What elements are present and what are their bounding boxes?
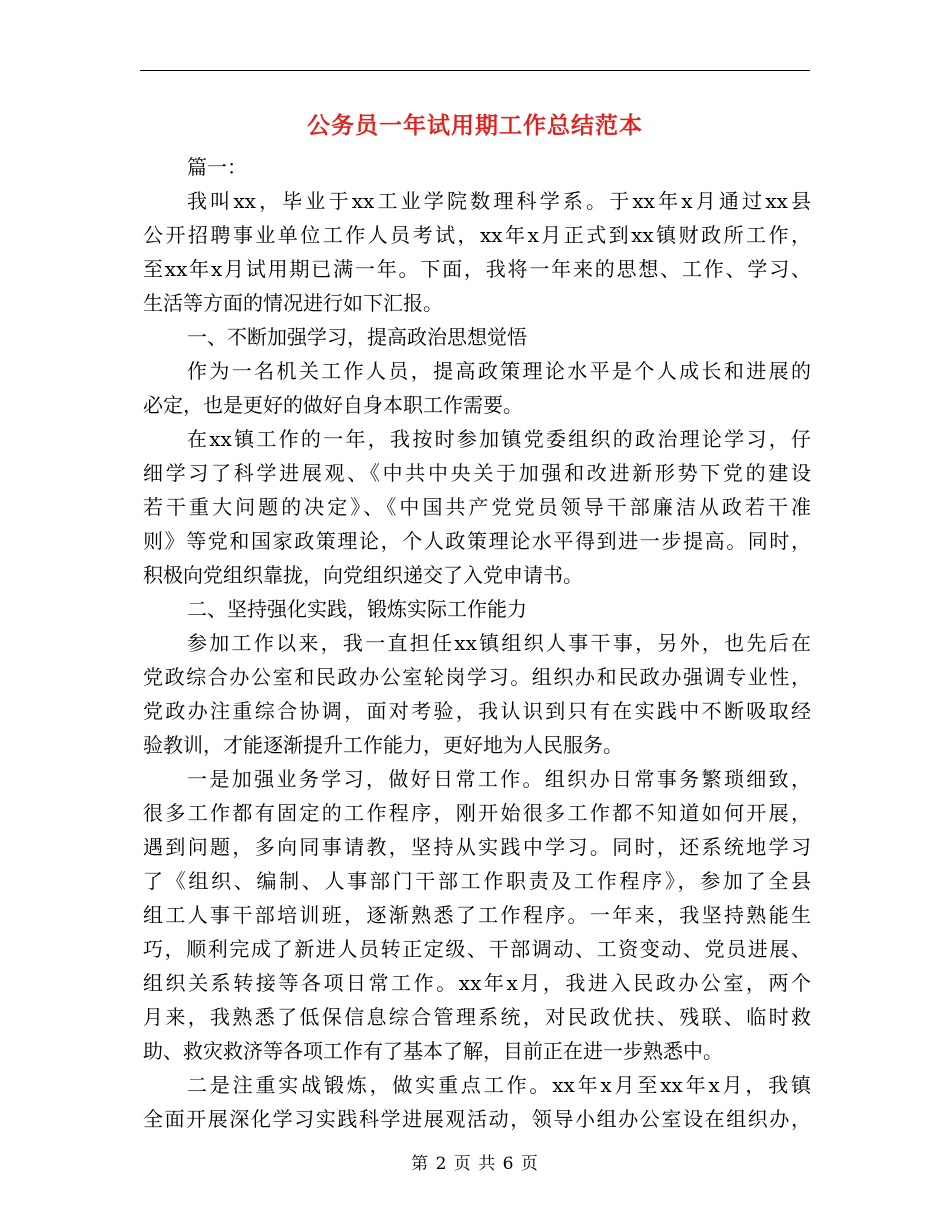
document-title: 公务员一年试用期工作总结范本 <box>307 112 643 139</box>
text-line: 月来，我熟悉了低保信息综合管理系统，对民政优扶、残联、临时救 <box>143 1005 811 1029</box>
text-line: 遇到问题，多向同事请教，坚持从实践中学习。同时，还系统地学习 <box>143 835 811 859</box>
text-line: 必定，也是更好的做好自身本职工作需要。 <box>143 393 523 417</box>
text-line: 至xx年x月试用期已满一年。下面，我将一年来的思想、工作、学习、 <box>143 257 811 281</box>
text-line: 在xx镇工作的一年，我按时参加镇党委组织的政治理论学习，仔 <box>187 427 811 451</box>
text-line: 很多工作都有固定的工作程序，刚开始很多工作都不知道如何开展， <box>143 801 811 825</box>
text-line: 二、坚持强化实践，锻炼实际工作能力 <box>187 597 527 621</box>
text-line: 党政综合办公室和民政办公室轮岗学习。组织办和民政办强调专业性， <box>143 665 811 689</box>
text-line: 参加工作以来，我一直担任xx镇组织人事干事，另外，也先后在 <box>187 631 811 655</box>
text-line: 全面开展深化学习实践科学进展观活动，领导小组办公室设在组织办， <box>143 1107 811 1131</box>
text-line: 细学习了科学进展观、《中共中央关于加强和改进新形势下党的建设 <box>143 461 811 485</box>
text-line: 了《组织、编制、人事部门干部工作职责及工作程序》，参加了全县 <box>143 869 811 893</box>
page-footer: 第 2 页 共 6 页 <box>411 1154 539 1174</box>
text-line: 一是加强业务学习，做好日常工作。组织办日常事务繁琐细致， <box>187 767 811 791</box>
header-rule <box>140 70 810 71</box>
text-line: 作为一名机关工作人员，提高政策理论水平是个人成长和进展的 <box>187 359 811 383</box>
text-line: 巧，顺利完成了新进人员转正定级、干部调动、工资变动、党员进展、 <box>143 937 811 961</box>
text-line: 党政办注重综合协调，面对考验，我认识到只有在实践中不断吸取经 <box>143 699 811 723</box>
text-line: 若干重大问题的决定》、《中国共产党党员领导干部廉洁从政若干准 <box>143 495 811 519</box>
text-line: 组工人事干部培训班，逐渐熟悉了工作程序。一年来，我坚持熟能生 <box>143 903 811 927</box>
text-line: 我叫xx，毕业于xx工业学院数理科学系。于xx年x月通过xx县 <box>187 189 811 213</box>
text-line: 篇一： <box>187 155 247 179</box>
text-line: 积极向党组织靠拢，向党组织递交了入党申请书。 <box>143 563 583 587</box>
text-line: 生活等方面的情况进行如下汇报。 <box>143 291 443 315</box>
text-line: 验教训，才能逐渐提升工作能力，更好地为人民服务。 <box>143 733 623 757</box>
text-line: 公开招聘事业单位工作人员考试，xx年x月正式到xx镇财政所工作， <box>143 223 811 247</box>
text-line: 助、救灾救济等各项工作有了基本了解，目前正在进一步熟悉中。 <box>143 1039 723 1063</box>
text-line: 二是注重实战锻炼，做实重点工作。xx年x月至xx年x月，我镇 <box>187 1073 811 1097</box>
text-line: 组织关系转接等各项日常工作。xx年x月，我进入民政办公室，两个 <box>143 971 811 995</box>
text-line: 一、不断加强学习，提高政治思想觉悟 <box>187 325 527 349</box>
text-line: 则》等党和国家政策理论，个人政策理论水平得到进一步提高。同时， <box>143 529 811 553</box>
document-body <box>143 150 811 1136</box>
